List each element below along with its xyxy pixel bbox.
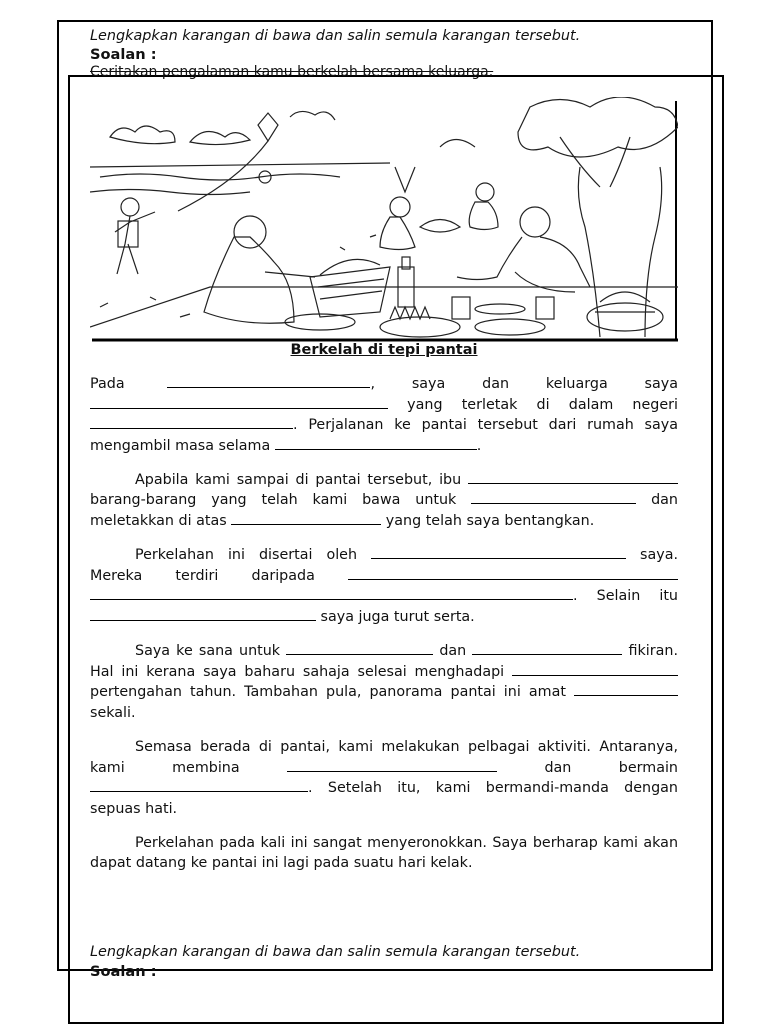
paragraph-3 (90, 545, 678, 627)
soalan-label-2: Soalan : (90, 963, 157, 980)
instruction-text: Lengkapkan karangan di bawa dan salin semula karangan tersebut. (90, 28, 581, 44)
p5-text-a: Semasa berada di pantai, kami melakukan pelbagai aktiviti. Antaranya, kami membina (90, 738, 678, 776)
p4-text-c: fikiran. (628, 643, 679, 660)
blank-17[interactable] (90, 778, 308, 792)
blank-2[interactable] (90, 395, 388, 409)
p2-text-d: yang telah saya bentangkan. (385, 513, 595, 530)
p1-text-e: . (476, 437, 482, 454)
p1-text-a: Pada (90, 376, 125, 392)
essay-body (90, 374, 678, 887)
blank-16[interactable] (287, 758, 497, 772)
paragraph-6: Perkelahan pada kali ini sangat menyeronokkan. Saya berharap kami akan dapat datang ke pantai ini lagi pada suatu hari kelak. (90, 834, 678, 872)
instruction-text-2: Lengkapkan karangan di bawa dan salin semula karangan tersebut. (90, 944, 581, 960)
p3-text-b: saya. Mereka terdiri daripada (90, 547, 679, 584)
blank-9[interactable] (348, 566, 678, 580)
paragraph-1 (90, 374, 678, 456)
p2-text-c: dan meletakkan di atas (90, 492, 678, 530)
blank-3[interactable] (90, 415, 293, 429)
p5-text-b: dan bermain (544, 759, 678, 776)
p4-text-e: pertengahan tahun. Tambahan pula, panorama pantai ini amat (90, 684, 566, 701)
blank-8[interactable] (371, 545, 626, 559)
question-text: Ceritakan pengalaman kamu berkelah bersama keluarga. (90, 64, 494, 80)
p3-text-a: Perkelahan ini disertai oleh (135, 547, 358, 564)
p1-text-b: , saya dan keluarga saya (370, 376, 678, 392)
p1-text-d: . Perjalanan ke pantai tersebut dari rumah saya mengambil masa selama (90, 417, 678, 454)
paragraph-4 (90, 641, 678, 723)
blank-4[interactable] (275, 436, 477, 450)
blank-1[interactable] (167, 374, 370, 388)
blank-11[interactable] (90, 607, 316, 621)
blank-5[interactable] (468, 470, 678, 484)
p3-text-d: saya juga turut serta. (320, 608, 475, 625)
p3-text-c: . Selain itu (573, 588, 678, 605)
soalan-label: Soalan : (90, 46, 157, 63)
p2-text-a: Apabila kami sampai di pantai tersebut, ibu (135, 471, 462, 488)
p4-text-f: sekali. (90, 704, 136, 721)
p5-text-c: . Setelah itu, kami bermandi-manda dengan sepuas hati. (90, 780, 678, 817)
blank-14[interactable] (512, 662, 678, 676)
blank-13[interactable] (472, 641, 622, 655)
blank-6[interactable] (471, 490, 636, 504)
p4-text-b: dan (439, 643, 467, 660)
paragraph-5 (90, 737, 678, 819)
blank-10[interactable] (90, 586, 573, 600)
p1-text-c: yang terletak di dalam negeri (407, 396, 678, 413)
blank-15[interactable] (574, 682, 678, 696)
p4-text-a: Saya ke sana untuk (135, 643, 281, 660)
picture-caption: Berkelah di tepi pantai (290, 342, 478, 358)
paragraph-2 (90, 470, 678, 532)
blank-12[interactable] (286, 641, 433, 655)
p2-text-b: barang-barang yang telah kami bawa untuk (90, 492, 457, 509)
p4-text-d: Hal ini kerana saya baharu sahaja selesai menghadapi (90, 663, 505, 680)
blank-7[interactable] (231, 511, 381, 525)
picnic-illustration (90, 97, 678, 342)
